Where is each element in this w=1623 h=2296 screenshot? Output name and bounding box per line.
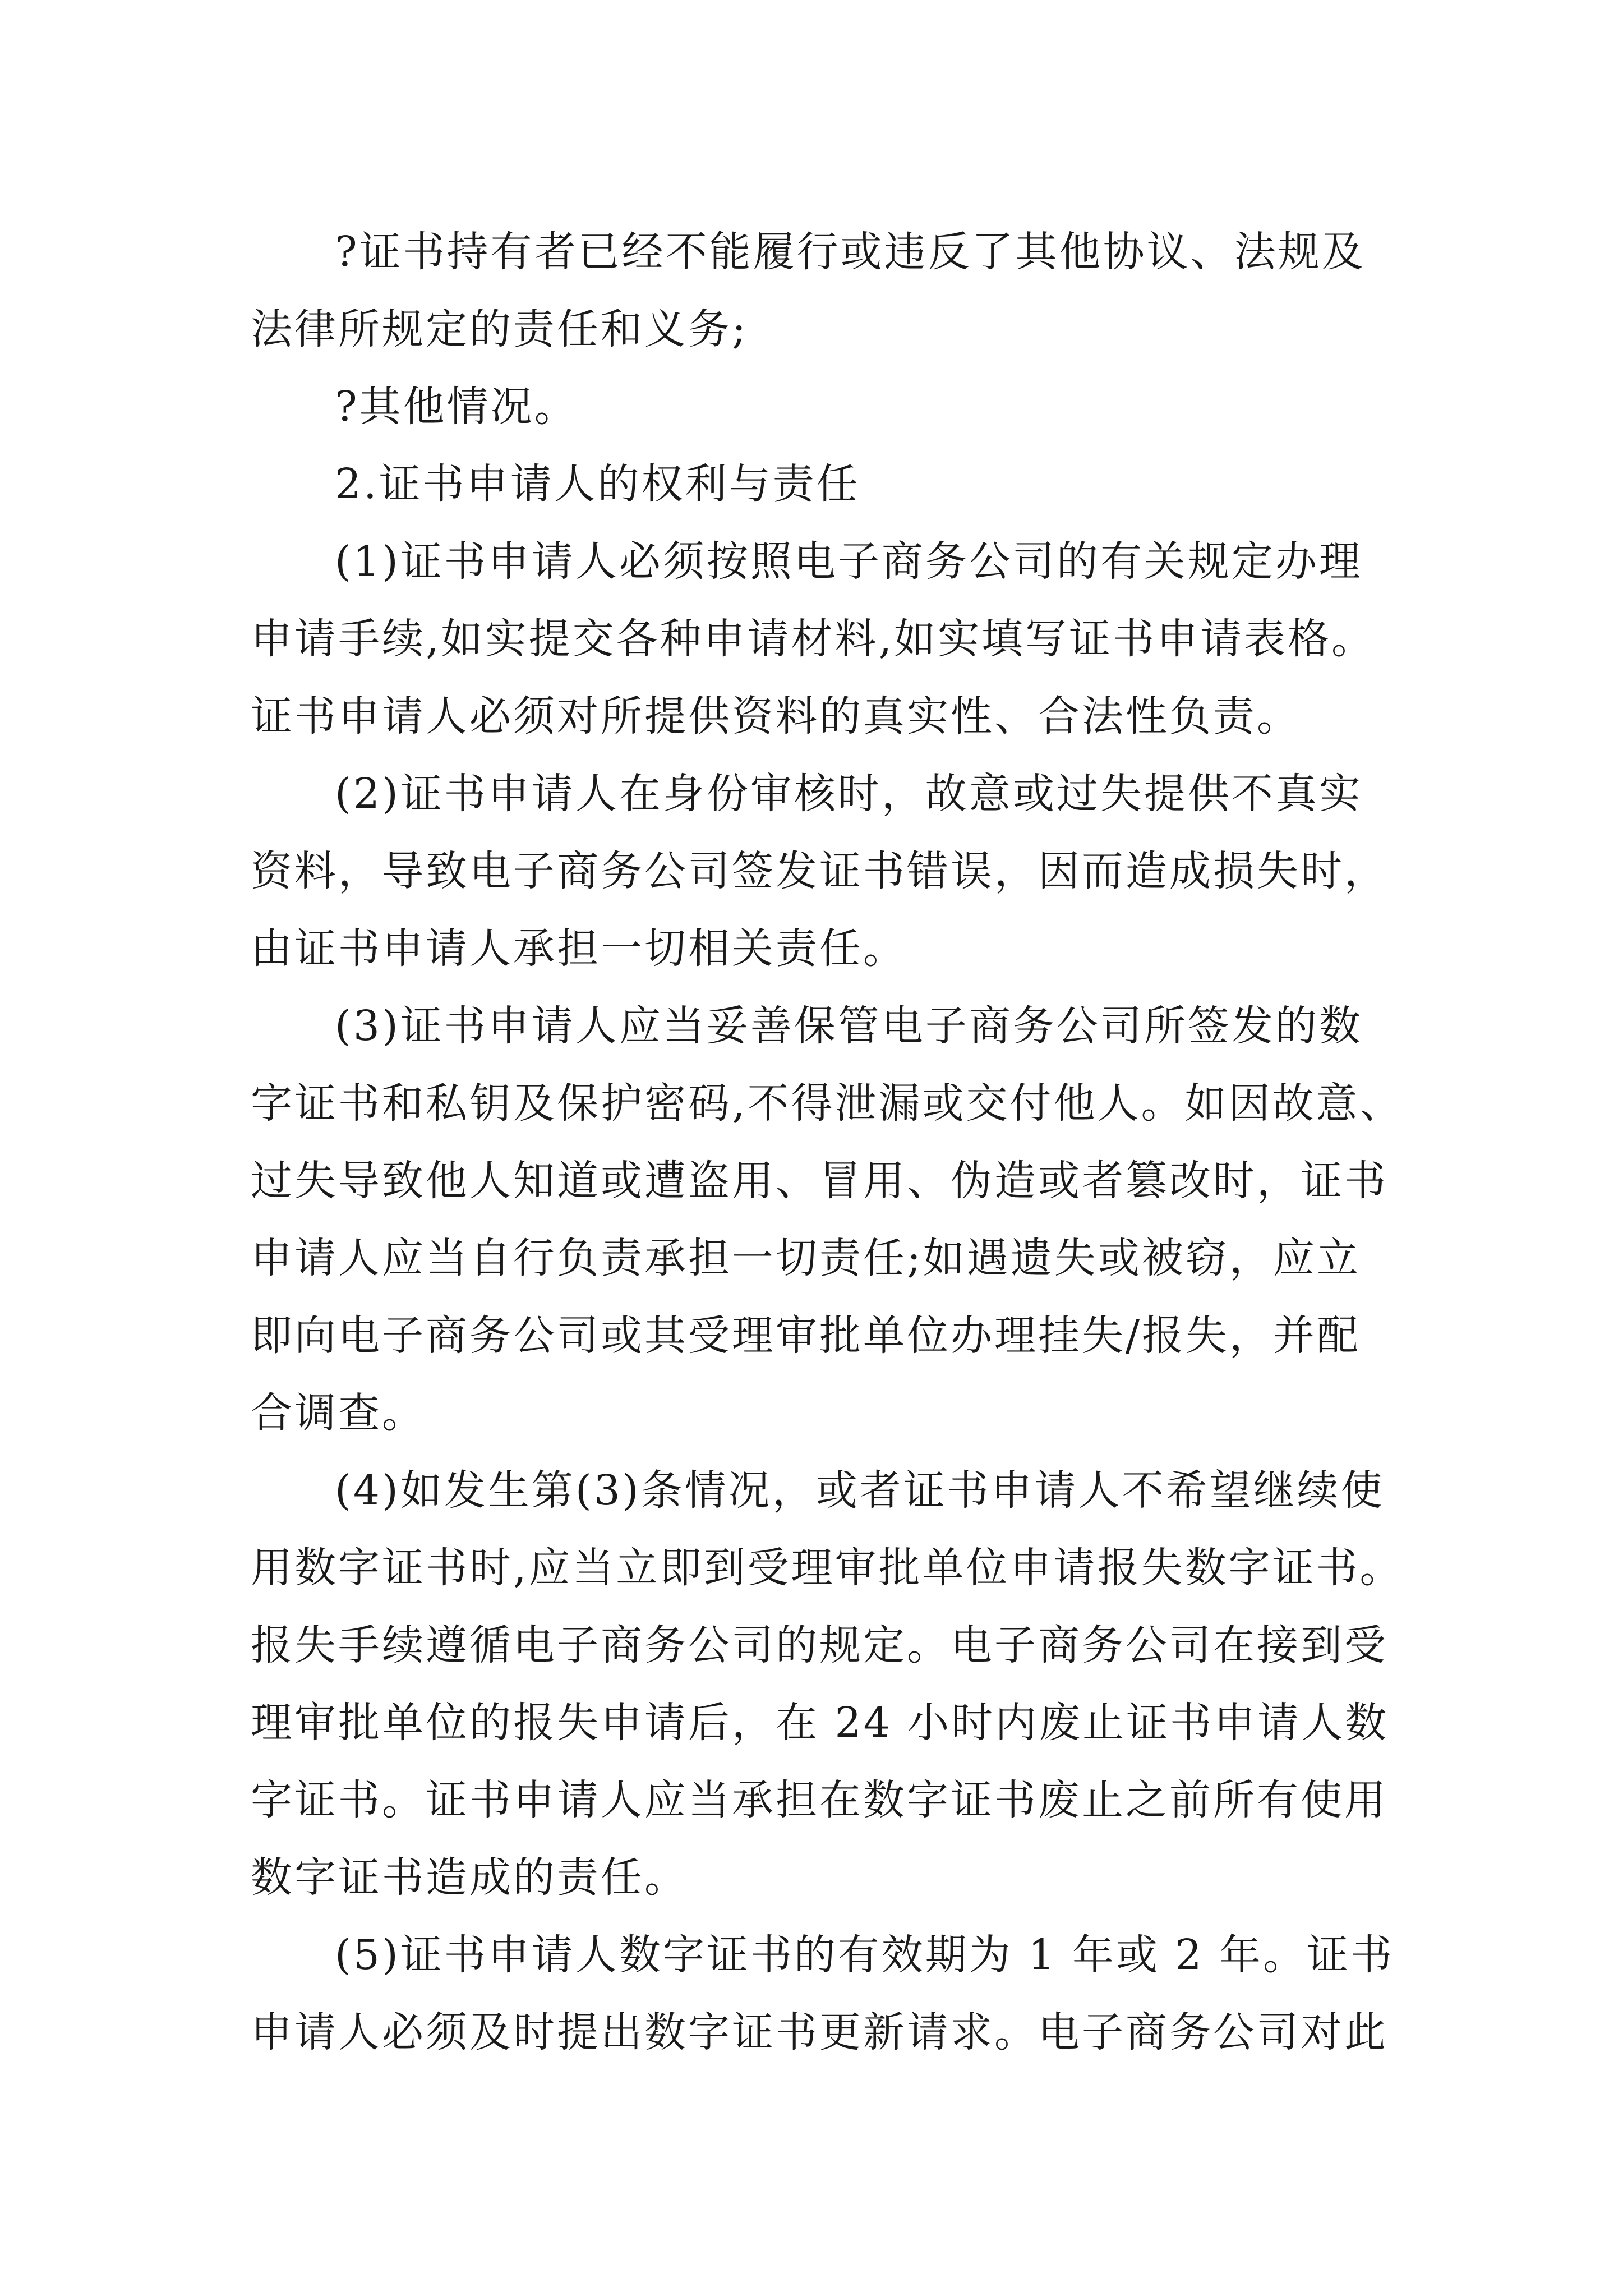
text-line: (1)证书申请人必须按照电子商务公司的有关规定办理 bbox=[335, 537, 1363, 586]
text-line: 法律所规定的责任和义务; bbox=[251, 305, 748, 353]
text-line: 申请人应当自行负责承担一切责任;如遇遗失或被窃，应立 bbox=[251, 1234, 1361, 1282]
text-line: 由证书申请人承担一切相关责任。 bbox=[251, 924, 907, 973]
text-line: 资料，导致电子商务公司签发证书错误，因而造成损失时， bbox=[251, 847, 1388, 895]
text-line: 数字证书造成的责任。 bbox=[251, 1853, 688, 1902]
paragraph-other-cases bbox=[251, 368, 1389, 445]
paragraph-item-2 bbox=[251, 755, 1389, 987]
section-heading-text: 2.证书申请人的权利与责任 bbox=[335, 460, 860, 508]
text-line: (5)证书申请人数字证书的有效期为 1 年或 2 年。证书 bbox=[335, 1931, 1395, 1979]
text-line: 字证书和私钥及保护密码,不得泄漏或交付他人。如因故意、 bbox=[251, 1079, 1404, 1128]
text-line: ?证书持有者已经不能履行或违反了其他协议、法规及 bbox=[335, 228, 1366, 276]
paragraph-item-1 bbox=[251, 523, 1389, 755]
text-line: (3)证书申请人应当妥善保管电子商务公司所签发的数 bbox=[335, 1002, 1363, 1050]
paragraph-item-5 bbox=[251, 1916, 1395, 2071]
text-line: 过失导致他人知道或遭盗用、冒用、伪造或者篡改时，证书 bbox=[251, 1157, 1388, 1205]
text-line: (2)证书申请人在身份审核时，故意或过失提供不真实 bbox=[335, 770, 1363, 818]
text-line: 证书申请人必须对所提供资料的真实性、合法性负责。 bbox=[251, 692, 1301, 740]
paragraph-item-4 bbox=[251, 1452, 1404, 1916]
text-line: 字证书。证书申请人应当承担在数字证书废止之前所有使用 bbox=[251, 1776, 1388, 1824]
text-line: (4)如发生第(3)条情况，或者证书申请人不希望继续使 bbox=[335, 1466, 1385, 1515]
text-line: 即向电子商务公司或其受理审批单位办理挂失/报失，并配 bbox=[251, 1312, 1361, 1360]
text-line: 理审批单位的报失申请后，在 24 小时内废止证书申请人数 bbox=[251, 1699, 1389, 1747]
text-line: 申请人必须及时提出数字证书更新请求。电子商务公司对此 bbox=[251, 2008, 1388, 2056]
text-line: 用数字证书时,应当立即到受理审批单位申请报失数字证书。 bbox=[251, 1544, 1404, 1592]
document-body bbox=[251, 213, 1404, 2071]
text-line: 报失手续遵循电子商务公司的规定。电子商务公司在接到受 bbox=[251, 1621, 1388, 1669]
paragraph-item-3 bbox=[251, 987, 1404, 1452]
text-line: 申请手续,如实提交各种申请材料,如实填写证书申请表格。 bbox=[251, 615, 1376, 663]
paragraph-revocation-reason bbox=[251, 213, 1389, 368]
text-line: 合调查。 bbox=[251, 1389, 426, 1437]
text-line: ?其他情况。 bbox=[335, 383, 578, 431]
section-heading bbox=[251, 445, 1389, 523]
